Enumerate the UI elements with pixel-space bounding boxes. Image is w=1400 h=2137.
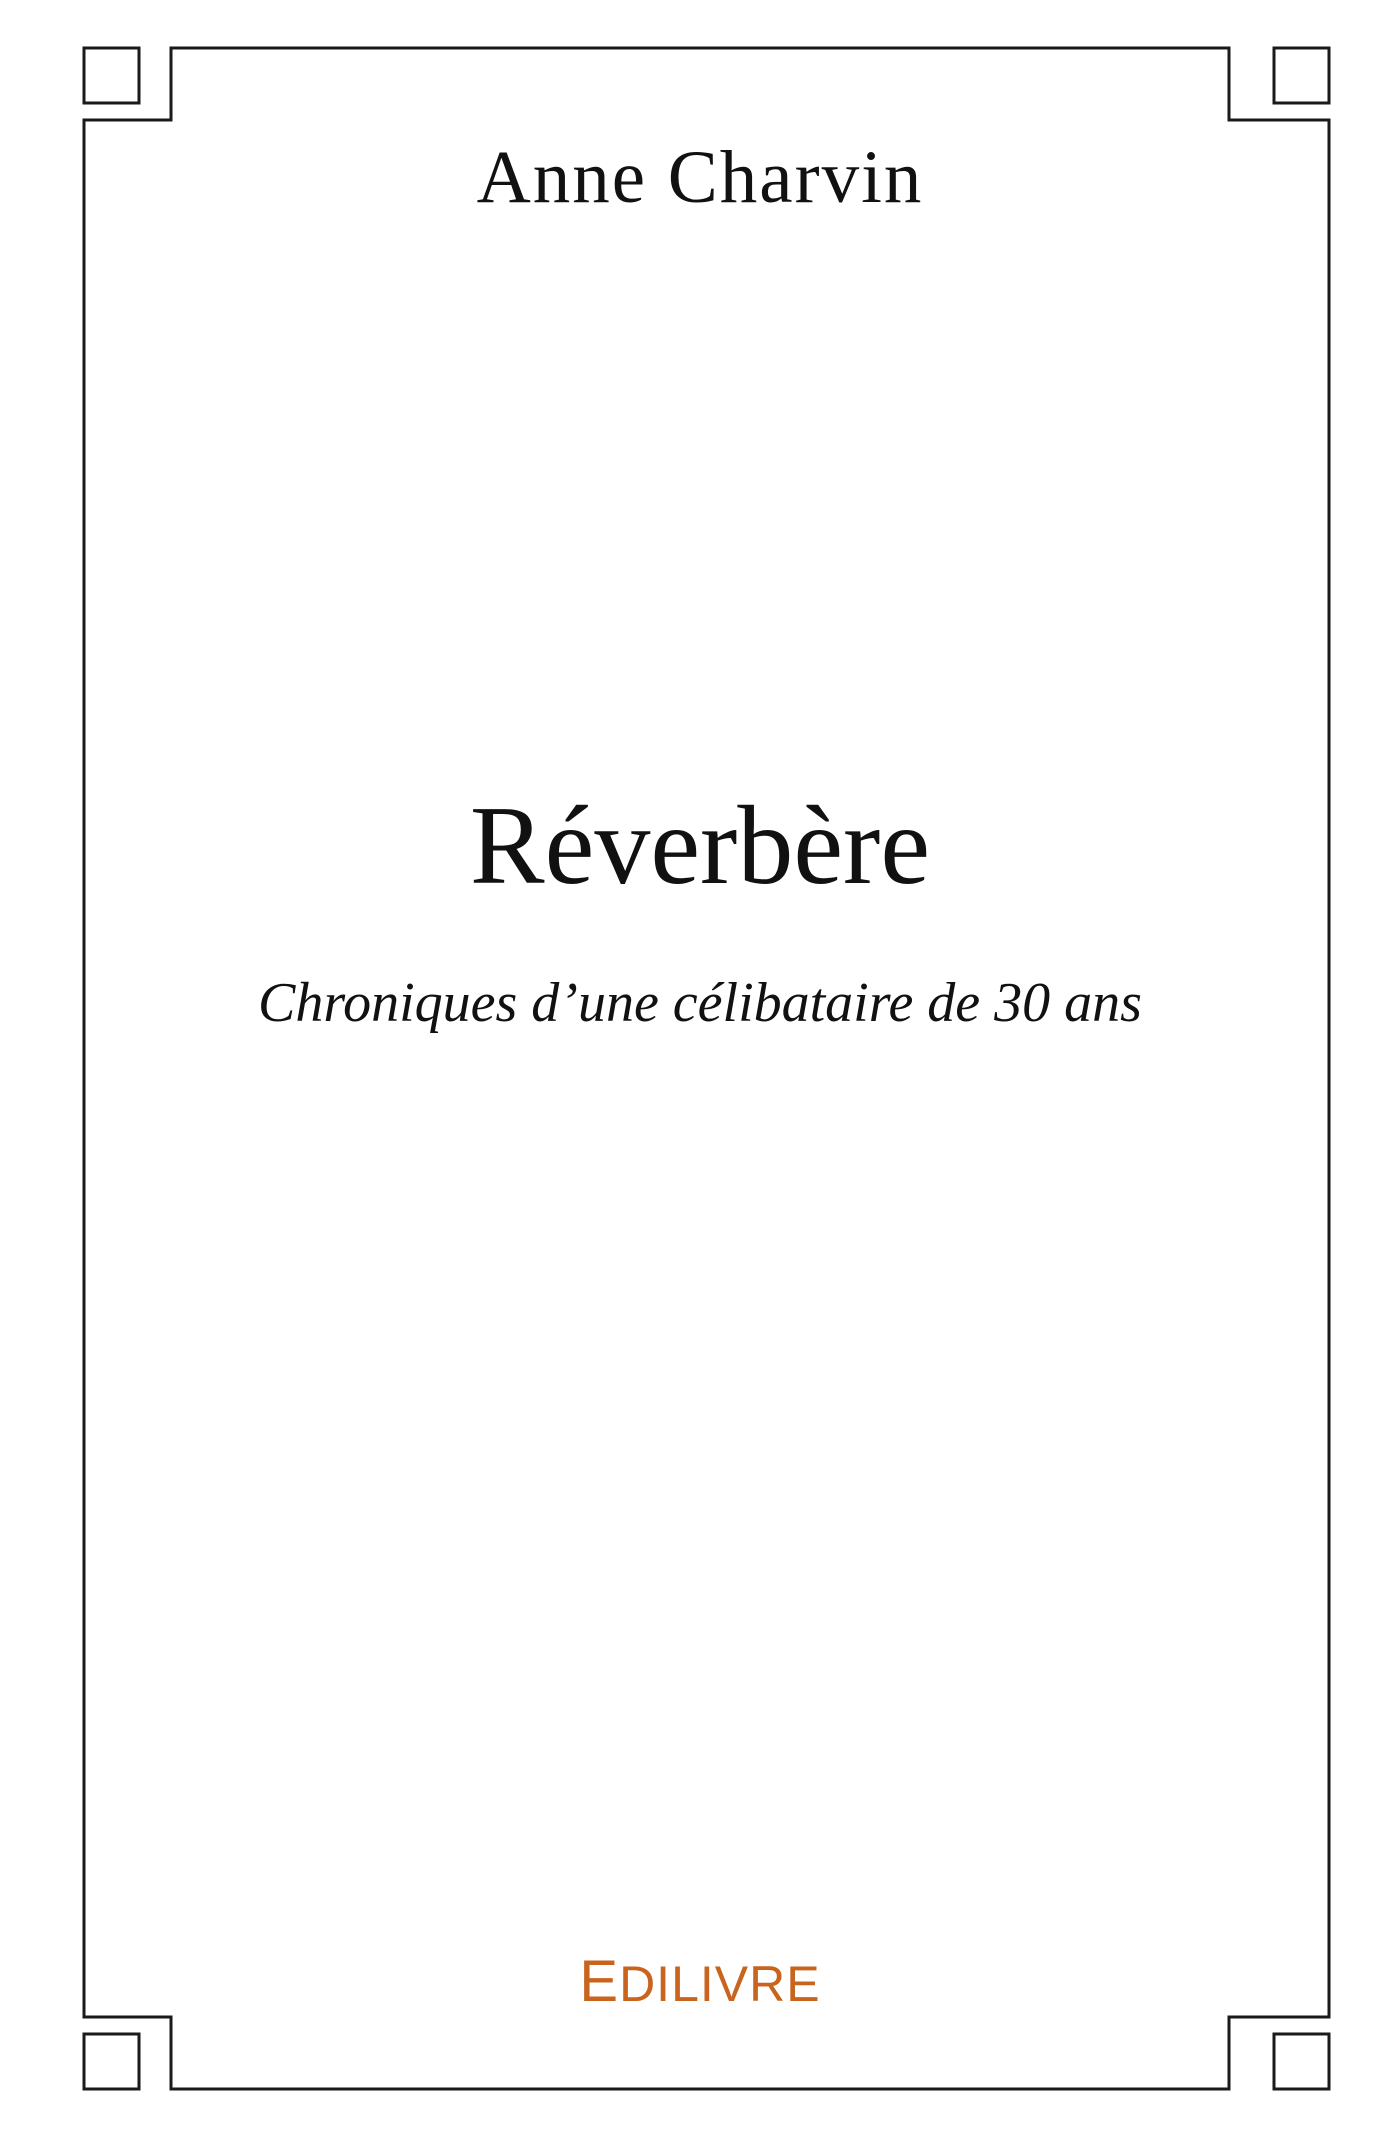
corner-square-bottom-left xyxy=(84,2034,139,2089)
frame-outline xyxy=(84,48,1329,2089)
author-name: Anne Charvin xyxy=(476,136,924,219)
corner-square-top-left xyxy=(84,48,139,103)
corner-square-top-right xyxy=(1274,48,1329,103)
publisher-logo xyxy=(0,1949,1400,2014)
corner-square-bottom-right xyxy=(1274,2034,1329,2089)
publisher-logo-initial: E xyxy=(579,1949,620,2014)
book-title: Réverbère xyxy=(469,784,931,908)
publisher-logo-rest: DILIVRE xyxy=(619,1956,821,2012)
book-subtitle: Chroniques d’une célibataire de 30 ans xyxy=(258,972,1142,1034)
